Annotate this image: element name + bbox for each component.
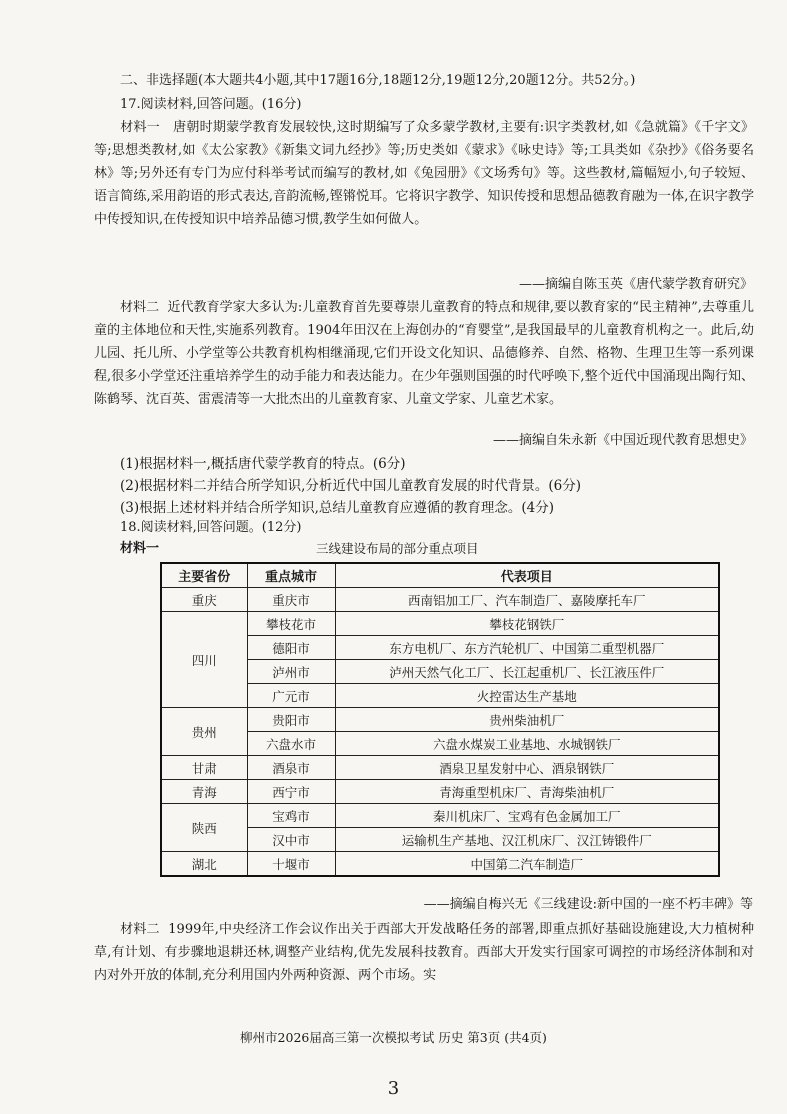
cell-project: 火控雷达生产基地 [335,684,719,708]
q17-question-3: (3)根据上述材料并结合所学知识,总结儿童教育应遵循的教育理念。(4分) [120,500,555,516]
page-footer: 柳州市2026届高三第一次模拟考试 历史 第3页 (共4页) [240,1030,547,1045]
header-city: 重点城市 [247,563,335,588]
cell-city: 酒泉市 [247,756,335,780]
cell-city: 广元市 [247,684,335,708]
q17-question-2: (2)根据材料二并结合所学知识,分析近代中国儿童教育发展的时代背景。(6分) [120,478,582,494]
table-title: 三线建设布局的部分重点项目 [316,541,479,556]
cell-project: 六盘水煤炭工业基地、水城钢铁厂 [335,732,719,756]
cell-city: 泸州市 [247,660,335,684]
table-row [161,588,719,612]
q17-material1-label: 材料一 [120,120,161,135]
cell-province: 青海 [161,780,247,804]
q18-material1-label: 材料一 [120,541,160,556]
table-row [161,804,719,828]
q17-material2-source: ——摘编自朱永新《中国近现代教育思想史》 [492,433,753,448]
q17-material2 [94,296,754,411]
table-row [161,708,719,732]
cell-province: 陕西 [161,804,247,852]
q18-title: 18.阅读材料,回答问题。(12分) [120,520,302,535]
cell-project: 秦川机床厂、宝鸡有色金属加工厂 [335,804,719,828]
section-heading: 二、非选择题(本大题共4小题,其中17题16分,18题12分,19题12分,20题12分。共52分。) [120,73,636,88]
cell-city: 德阳市 [247,636,335,660]
cell-project: 贵州柴油机厂 [335,708,719,732]
table-row [161,756,719,780]
q17-material2-text: 近代教育学家大多认为:儿童教育首先要尊崇儿童教育的特点和规律,要以教育家的“民主精神”,去尊重儿童的主体地位和天性,实施系列教育。1904年田汉在上海创办的“育婴堂”,是我国最早的儿童教育机构之一。此后,幼儿园、托儿所、小学堂等公共教育机构相继涌现,它们开设文化知识、品德修养、自然、格物、生理卫生等一系列课程,很多小学堂还注重培养学生的动手能力和表达能力。在少年强则国强的时代呼唤下,整个近代中国涌现出陶行知、陈鹤琴、沈百英、雷震清等一大批杰出的儿童教育家、儿童文学家、儿童艺术家。 [94,300,754,407]
q17-material1-text: 唐朝时期蒙学教育发展较快,这时期编写了众多蒙学教材,主要有:识字类教材,如《急就篇》《千字文》等;思想类教材,如《太公家教》《新集文词九经抄》等;历史类如《蒙求》《咏史诗》等;工具类如《杂抄》《俗务要名林》等;另外还有专门为应付科举考试而编写的教材,如《兔园册》《文场秀句》等。这些教材,篇幅短小,句子较短、语言简练,采用韵语的形式表达,音韵流畅,铿锵悦耳。它将识字教学、知识传授和思想品德教育融为一体,在识字教学中传授知识,在传授知识中培养品德习惯,教学生如何做人。 [94,120,754,227]
cell-project: 青海重型机床厂、青海柴油机厂 [335,780,719,804]
q17-material1-source: ——摘编自陈玉英《唐代蒙学教育研究》 [518,277,753,292]
q18-material2-text: 1999年,中央经济工作会议作出关于西部大开发战略任务的部署,即重点抓好基础设施建设,大力植树种草,有计划、有步骤地退耕还林,调整产业结构,优先发展科技教育。西部大开发实行国家可调控的市场经济体制和对内对外开放的体制,充分利用国内外两种资源、两个市场。实 [94,922,755,983]
page-number: 3 [387,1078,400,1099]
q17-material2-label: 材料二 [120,300,160,315]
q18-material2 [94,918,754,987]
cell-project: 攀枝花钢铁厂 [335,612,719,636]
q17-material1 [94,116,754,231]
table-source: ——摘编自梅兴无《三线建设:新中国的一座不朽丰碑》等 [423,897,753,912]
cell-project: 运输机生产基地、汉江机床厂、汉江铸锻件厂 [335,828,719,852]
cell-province: 甘肃 [161,756,247,780]
cell-project: 中国第二汽车制造厂 [335,852,719,877]
header-province: 主要省份 [161,563,247,588]
cell-province: 湖北 [161,852,247,877]
q17-title: 17.阅读材料,回答问题。(16分) [120,97,302,112]
cell-province: 贵州 [161,708,247,756]
table-header-row [161,563,719,588]
table-row [161,612,719,636]
project-table [160,562,720,877]
cell-project: 酒泉卫星发射中心、酒泉钢铁厂 [335,756,719,780]
cell-city: 六盘水市 [247,732,335,756]
cell-city: 汉中市 [247,828,335,852]
cell-city: 宝鸡市 [247,804,335,828]
cell-city: 西宁市 [247,780,335,804]
cell-province: 重庆 [161,588,247,612]
q17-question-1: (1)根据材料一,概括唐代蒙学教育的特点。(6分) [120,456,406,472]
header-project: 代表项目 [335,563,719,588]
cell-city: 贵阳市 [247,708,335,732]
q18-material2-label: 材料二 [120,922,160,937]
cell-city: 攀枝花市 [247,612,335,636]
cell-project: 西南铝加工厂、汽车制造厂、嘉陵摩托车厂 [335,588,719,612]
cell-project: 东方电机厂、东方汽轮机厂、中国第二重型机器厂 [335,636,719,660]
table-row [161,780,719,804]
table-row [161,852,719,877]
cell-city: 十堰市 [247,852,335,877]
cell-project: 泸州天然气化工厂、长江起重机厂、长江液压件厂 [335,660,719,684]
cell-province: 四川 [161,612,247,708]
cell-city: 重庆市 [247,588,335,612]
